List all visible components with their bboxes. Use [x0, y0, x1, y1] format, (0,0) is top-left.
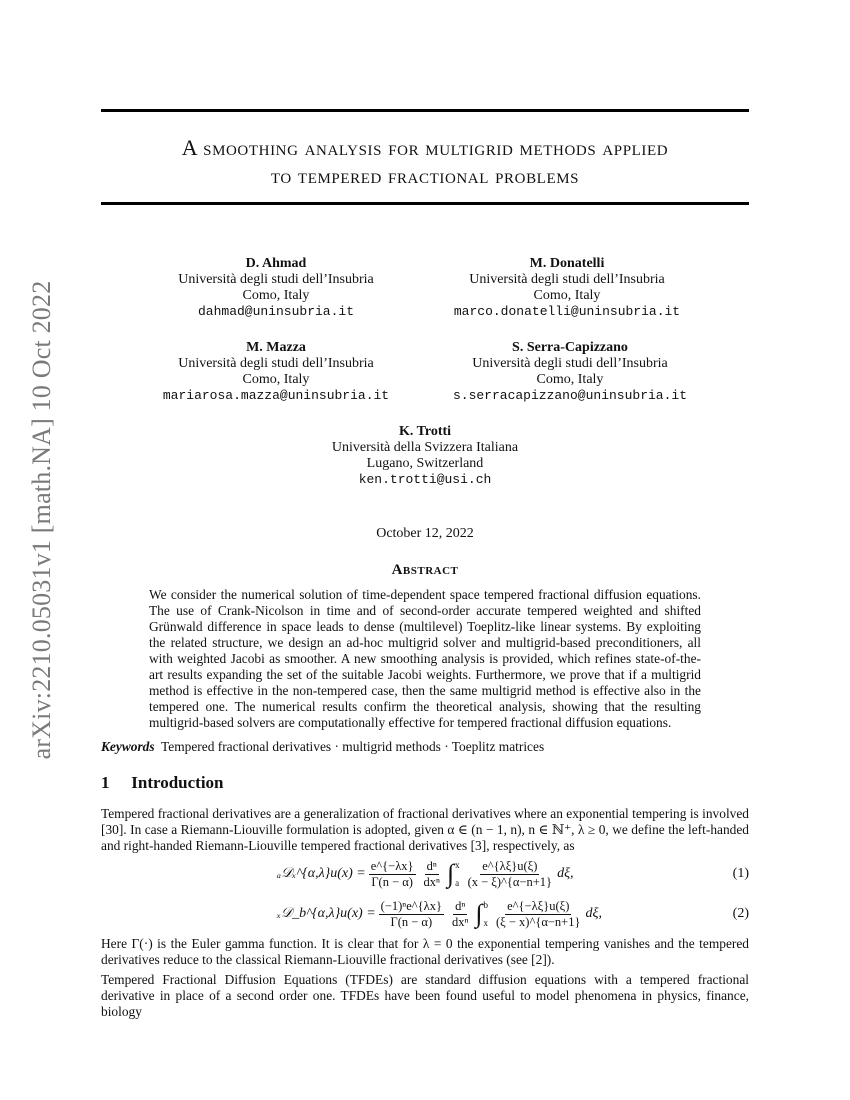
fraction-numerator: (−1)ⁿe^{λx}: [380, 898, 442, 913]
author-block: [420, 340, 720, 404]
fraction-denominator: dxⁿ: [451, 914, 469, 929]
abstract-text: We consider the numerical solution of time-dependent space tempered fractional diffusion equations. The use of Crank-Nicolson in time and of second-order accurate tempered weighted and shifted Grünwald difference in space leads to dense (multilevel) Toeplitz-like linear systems. By exploiting the related structure, we design an ad-hoc multigrid solver and multigrid-based preconditioners, all with weighted Jacobi as smoother. A new smoothing analysis is provided, which refines state-of-the-art results expanding the set of the suitable Jacobi weights. Furthermore, we prove that if a multigrid method is effective in the non-tempered case, then the same multigrid method is effective also in the tempered one. The numerical results confirm the theoretical analysis, showing that the resulting multigrid-based solvers are computationally effective for tempered fractional diffusion equations.: [149, 587, 701, 730]
author-email[interactable]: mariarosa.mazza@uninsubria.it: [162, 388, 390, 403]
upper-limit: b: [483, 900, 489, 910]
author-block: [126, 256, 426, 320]
integral-limits: [455, 856, 460, 892]
author-name: M. Mazza: [246, 340, 306, 355]
fraction-numerator: e^{λξ}u(ξ): [482, 858, 538, 873]
equation-tail: dξ,: [585, 906, 602, 921]
equation-fraction: [494, 899, 582, 930]
upper-limit: x: [455, 860, 460, 870]
author-location: Como, Italy: [242, 372, 310, 387]
equation-fraction: [422, 859, 442, 890]
fraction-numerator: dⁿ: [426, 858, 437, 873]
fraction-numerator: dⁿ: [455, 898, 466, 913]
fraction-denominator: (x − ξ)^{α−n+1}: [467, 874, 553, 889]
author-affiliation: Università degli studi dell’Insubria: [178, 272, 374, 287]
fraction-numerator: e^{−λx}: [370, 858, 414, 873]
author-affiliation: Università della Svizzera Italiana: [331, 440, 519, 455]
author-name: S. Serra-Capizzano: [512, 340, 628, 355]
equation-lhs: ₓ𝒟_b^{α,λ}u(x) =: [277, 906, 376, 921]
equation-2: [101, 896, 749, 932]
intro-paragraph-3: Tempered Fractional Diffusion Equations (TFDEs) are standard diffusion equations with a tempered fractional derivative in place of a second order one. TFDEs have been found useful to model phenomena in physics, finance, biology: [101, 972, 749, 1019]
author-location: Como, Italy: [242, 288, 310, 303]
fraction-denominator: (ξ − x)^{α−n+1}: [496, 914, 581, 929]
arxiv-identifier: arXiv:2210.05031v1 [math.NA] 10 Oct 2022: [27, 280, 56, 760]
author-block: [275, 424, 575, 488]
arxiv-sidebar: [22, 240, 62, 800]
publication-date: October 12, 2022: [376, 526, 474, 541]
equation-number: (1): [732, 866, 749, 881]
keywords-label: Keywords: [101, 739, 155, 754]
equation-lhs: ₐ𝒟ₓ^{α,λ}u(x) =: [277, 866, 366, 881]
intro-paragraph-2: Here Γ(·) is the Euler gamma function. It is clear that for λ = 0 the exponential tempering vanishes and the tempered derivatives reduce to the classical Riemann-Liouville fractional derivatives (see [2]).: [101, 936, 749, 967]
author-location: Como, Italy: [533, 288, 601, 303]
intro-paragraph-1: Tempered fractional derivatives are a generalization of fractional derivatives where an exponential tempering is involved [30]. In case a Riemann-Liouville formulation is adopted, given α ∈ (n − 1, n), n ∈ ℕ⁺, λ ≥ 0, we define the left-handed and right-handed Riemann-Liouville tempered fractional derivatives [3], respectively, as: [101, 806, 749, 853]
integral-limits: [484, 896, 489, 932]
title-bottom-rule: [101, 202, 749, 205]
section-title: Introduction: [131, 773, 224, 792]
equation-1: [101, 856, 749, 892]
integral-sign: ∫: [475, 899, 483, 928]
title-top-rule: [101, 109, 749, 112]
equation-fraction: [466, 859, 554, 890]
section-heading: [101, 773, 224, 793]
author-email[interactable]: s.serracapizzano@uninsubria.it: [452, 388, 688, 403]
author-location: Como, Italy: [536, 372, 604, 387]
title-line-2: to tempered fractional problems: [270, 163, 580, 188]
author-block: [417, 256, 717, 320]
author-email[interactable]: ken.trotti@usi.ch: [358, 472, 492, 487]
equation-fraction: [379, 899, 444, 930]
equation-fraction: [369, 859, 416, 890]
fraction-denominator: Γ(n − α): [371, 874, 413, 889]
equation-tail: dξ,: [557, 866, 574, 881]
author-email[interactable]: marco.donatelli@uninsubria.it: [453, 304, 681, 319]
author-affiliation: Università degli studi dell’Insubria: [178, 356, 374, 371]
fraction-numerator: e^{−λξ}u(ξ): [507, 898, 570, 913]
author-name: D. Ahmad: [245, 256, 307, 271]
lower-limit: x: [483, 918, 489, 928]
author-affiliation: Università degli studi dell’Insubria: [469, 272, 665, 287]
section-number: 1: [101, 773, 110, 792]
equation-number: (2): [732, 906, 749, 921]
author-block: [126, 340, 426, 404]
keywords-text: Tempered fractional derivatives · multigrid methods · Toeplitz matrices: [161, 739, 545, 754]
fraction-denominator: dxⁿ: [423, 874, 440, 889]
author-email[interactable]: dahmad@uninsubria.it: [197, 304, 355, 319]
keywords-line: [101, 739, 749, 755]
integral-sign: ∫: [446, 859, 455, 888]
title-line-1: A smoothing analysis for multigrid methods applied: [181, 135, 669, 160]
equation-fraction: [450, 899, 470, 930]
author-affiliation: Università degli studi dell’Insubria: [472, 356, 668, 371]
lower-limit: a: [455, 878, 460, 888]
abstract-heading: Abstract: [391, 562, 459, 578]
author-name: M. Donatelli: [529, 256, 605, 271]
author-location: Lugano, Switzerland: [366, 456, 484, 471]
paper-title: [101, 134, 749, 190]
author-name: K. Trotti: [398, 424, 452, 439]
fraction-denominator: Γ(n − α): [390, 914, 433, 929]
